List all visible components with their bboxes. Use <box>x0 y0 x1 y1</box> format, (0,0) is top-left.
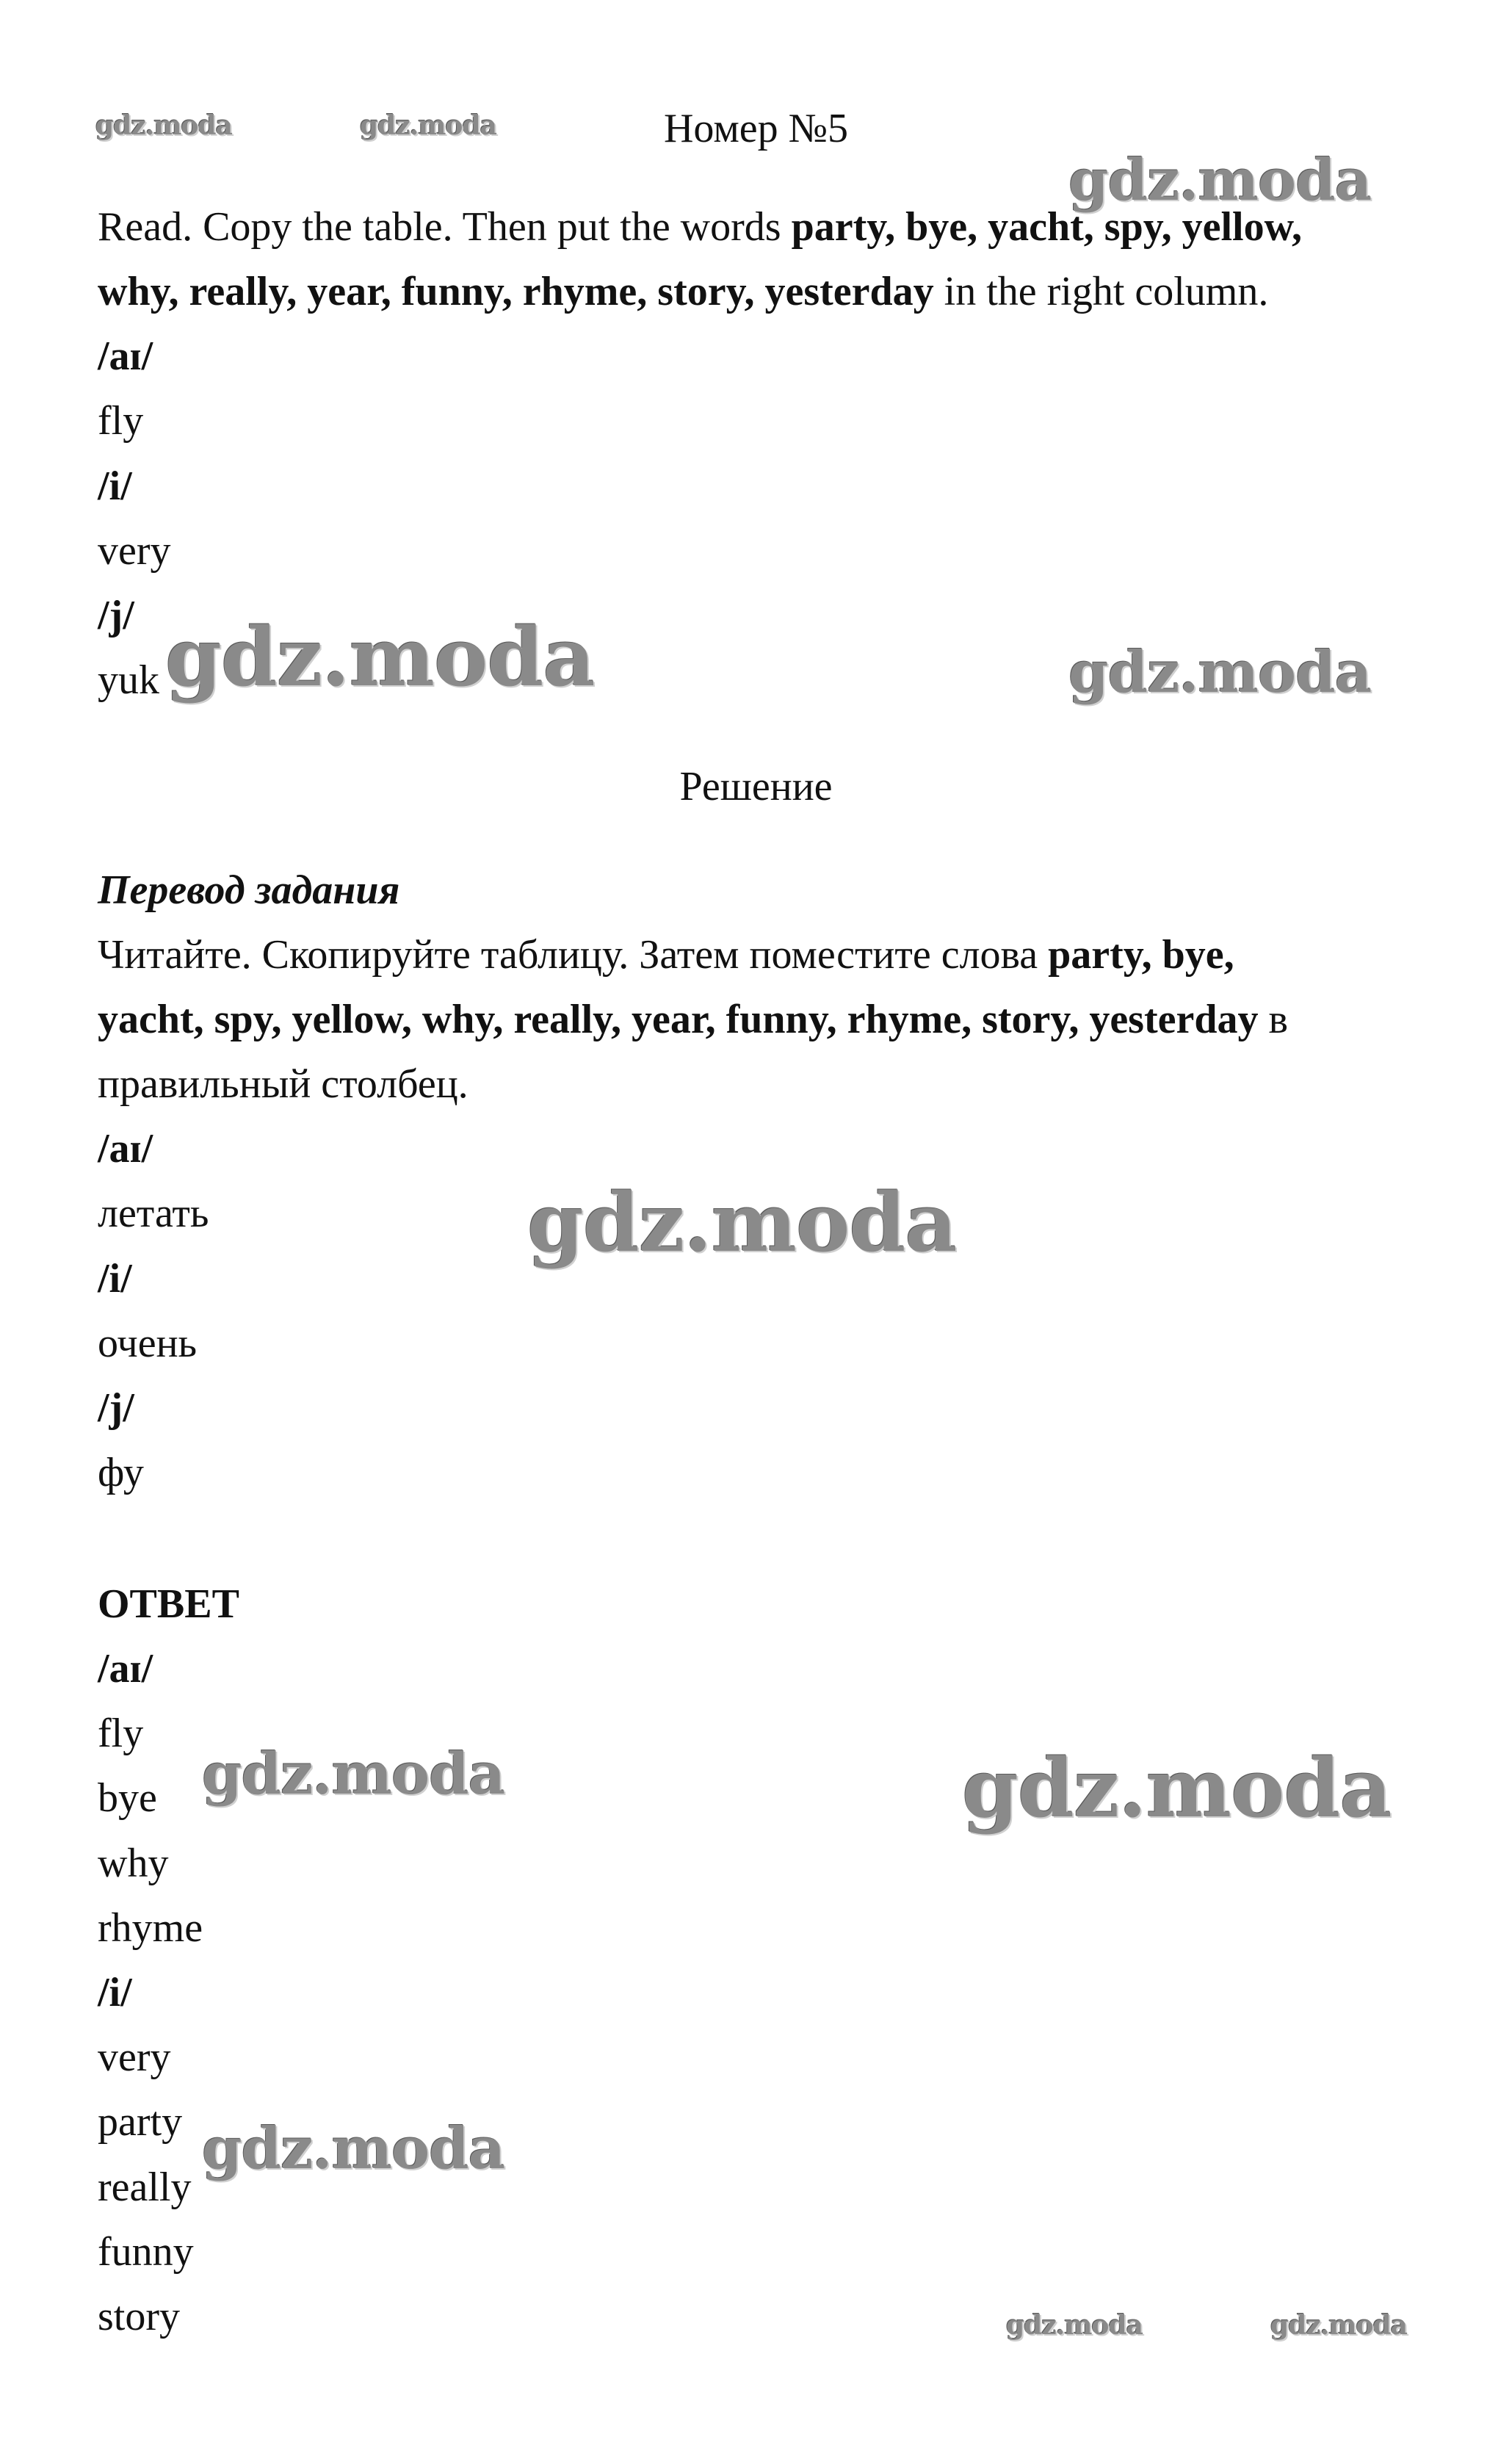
task-word-2: very <box>98 528 171 574</box>
answer-phon-1: /aɪ/ <box>98 1646 153 1692</box>
watermark: gdz.moda <box>202 1741 505 1808</box>
answer-word: why <box>98 1841 169 1886</box>
watermark: gdz.moda <box>1068 147 1372 214</box>
answer-word: story <box>98 2294 180 2339</box>
page-title: Номер №5 <box>663 106 849 151</box>
answer-word: fly <box>98 1711 144 1756</box>
watermark: gdz.moda <box>1068 639 1372 706</box>
watermark: gdz.moda <box>962 1741 1392 1835</box>
watermark: gdz.moda <box>95 110 232 141</box>
answer-word: party <box>98 2099 183 2145</box>
answer-word: funny <box>98 2229 194 2275</box>
translation-word-1: летать <box>98 1191 209 1236</box>
translation-phon-3: /j/ <box>98 1385 134 1431</box>
task-word-1: fly <box>98 398 144 444</box>
translation-line-2 <box>98 987 1288 1052</box>
task-intro: Read. Copy the table. Then put the words <box>98 204 792 250</box>
translation-phon-2: /i/ <box>98 1256 132 1301</box>
translation-outro-part-1: в <box>1258 997 1288 1042</box>
translation-heading: Перевод задания <box>98 867 400 913</box>
translation-intro: Читайте. Скопируйте таблицу. Затем поместите слова <box>98 932 1049 978</box>
task-outro: in the right column. <box>933 269 1269 314</box>
translation-word-2: очень <box>98 1321 198 1366</box>
translation-outro-part-2: правильный столбец. <box>98 1061 469 1107</box>
task-phon-2: /i/ <box>98 463 132 509</box>
task-line-2 <box>98 259 1268 324</box>
translation-words-part-1: party, bye, <box>1048 932 1234 978</box>
watermark: gdz.moda <box>527 1175 957 1270</box>
task-word-3: yuk <box>98 657 159 703</box>
task-words-part-1: party, bye, yacht, spy, yellow, <box>791 204 1302 250</box>
watermark: gdz.moda <box>202 2115 505 2182</box>
translation-phon-1: /aɪ/ <box>98 1126 153 1171</box>
translation-word-3: фу <box>98 1450 144 1495</box>
task-phon-3: /j/ <box>98 593 134 638</box>
watermark: gdz.moda <box>360 110 496 141</box>
task-phon-1: /aɪ/ <box>98 333 153 379</box>
watermark: gdz.moda <box>1006 2310 1143 2341</box>
answer-word: bye <box>98 1775 157 1821</box>
translation-line-1 <box>98 923 1234 987</box>
answer-word: very <box>98 2035 171 2080</box>
solution-heading: Решение <box>679 764 833 809</box>
answer-heading: ОТВЕТ <box>98 1581 239 1627</box>
answer-word: really <box>98 2165 192 2210</box>
translation-words-part-2: yacht, spy, yellow, why, really, year, funny, rhyme, story, yesterday <box>98 997 1259 1042</box>
answer-word: rhyme <box>98 1905 203 1951</box>
watermark: gdz.moda <box>165 610 595 704</box>
translation-line-3 <box>98 1052 469 1116</box>
task-words-part-2: why, really, year, funny, rhyme, story, yesterday <box>98 269 934 314</box>
watermark: gdz.moda <box>1270 2310 1407 2341</box>
answer-phon-2: /i/ <box>98 1970 132 2015</box>
